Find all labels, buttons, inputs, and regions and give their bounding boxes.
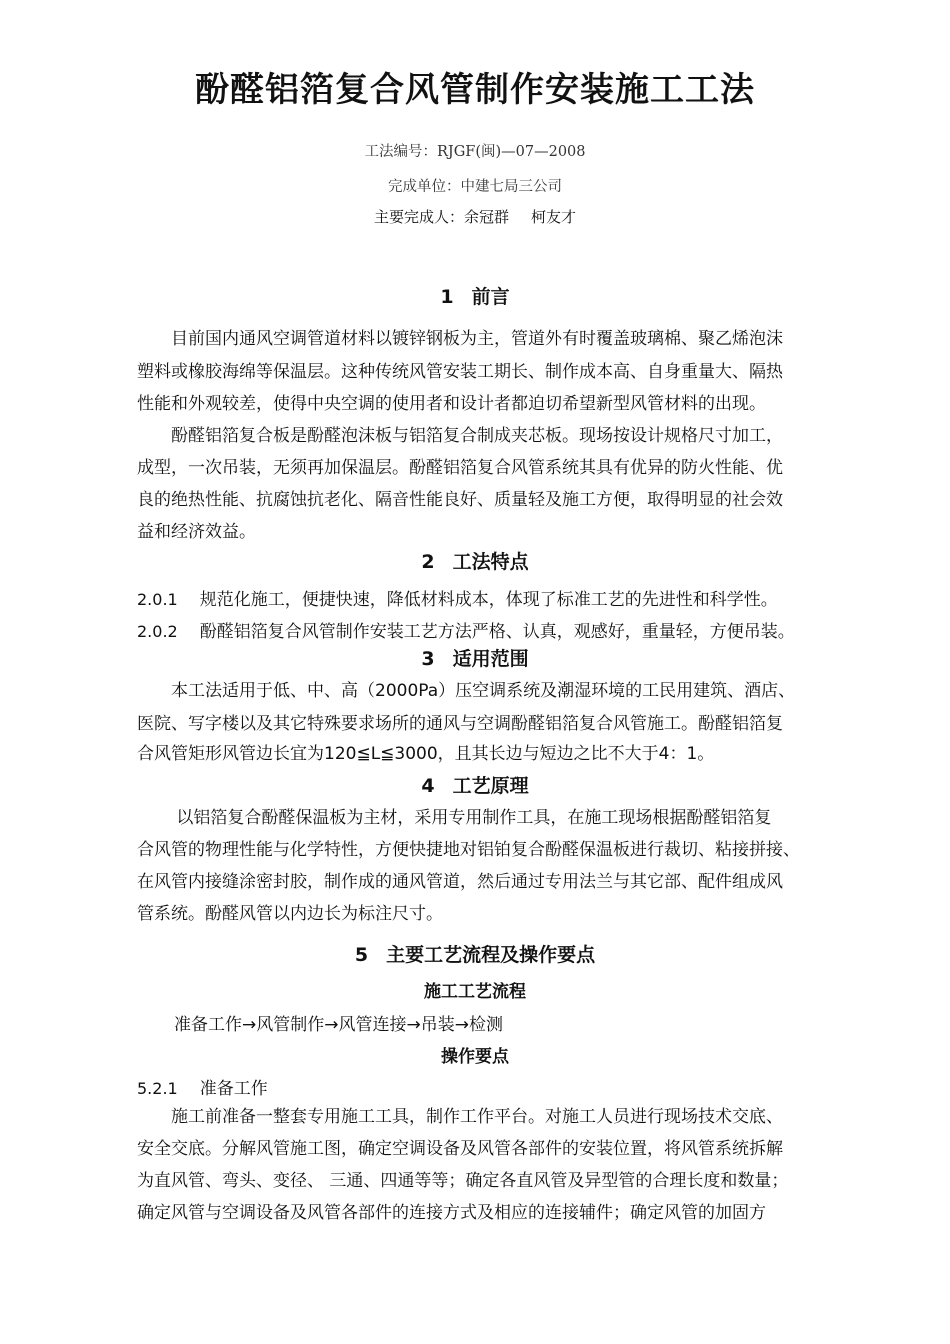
- section-number: 2: [421, 551, 435, 573]
- paragraph-line: 良的绝热性能、抗腐蚀抗老化、隔音性能良好、质量轻及施工方便，取得明显的社会效: [137, 490, 783, 510]
- section-number: 5: [354, 944, 369, 966]
- paragraph-line: 施工前准备一整套专用施工工具，制作工作平台。对施工人员进行现场技术交底、: [137, 1107, 783, 1127]
- author-2: 柯友才: [531, 208, 577, 226]
- clause-item: [137, 1074, 268, 1099]
- clause-item: [137, 585, 778, 610]
- section-number: 3: [421, 648, 435, 670]
- section-title: 适用范围: [452, 648, 529, 670]
- paragraph-line: 合风管矩形风管边长宜为120≦L≦3000，且其长边与短边之比不大于4：1。: [137, 744, 715, 764]
- clause-number: 2.0.2: [137, 622, 178, 641]
- completion-unit: 完成单位：中建七局三公司: [388, 179, 562, 195]
- paragraph-line: 目前国内通风空调管道材料以镀锌钢板为主，管道外有时覆盖玻璃棉、聚乙烯泡沫: [137, 329, 783, 349]
- clause-text: 酚醛铝箔复合风管制作安装工艺方法严格、认真，观感好，重量轻，方便吊装。: [199, 622, 795, 642]
- method-code: 工法编号：RJGF(闽)—07—2008: [364, 144, 586, 160]
- paragraph-line: 安全交底。分解风管施工图，确定空调设备及风管各部件的安装位置，将风管系统拆解: [137, 1139, 783, 1159]
- section-1-heading: [0, 282, 950, 309]
- document-title: 酚醛铝箔复合风管制作安装施工工法: [195, 70, 755, 110]
- clause-number: 2.0.1: [137, 590, 178, 609]
- paragraph-line: 本工法适用于低、中、高（2000Pa）压空调系统及潮湿环境的工民用建筑、酒店、: [137, 681, 796, 701]
- process-flow: 准备工作→风管制作→风管连接→吊装→检测: [174, 1015, 503, 1035]
- paragraph-line: 成型，一次吊装，无须再加保温层。酚醛铝箔复合风管系统其具有优异的防火性能、优: [137, 458, 783, 478]
- paragraph-line: 为直风管、弯头、变径、 三通、四通等等；确定各直风管及异型管的合理长度和数量；: [137, 1171, 789, 1191]
- clause-text: 规范化施工，便捷快速，降低材料成本，体现了标准工艺的先进性和科学性。: [199, 590, 778, 610]
- paragraph-line: 益和经济效益。: [137, 522, 256, 542]
- paragraph-line: 性能和外观较差，使得中央空调的使用者和设计者都迫切希望新型风管材料的出现。: [137, 394, 766, 414]
- section-5-heading: [0, 940, 950, 967]
- subheading-process-flow: 施工工艺流程: [424, 982, 526, 1002]
- paragraph-line: 医院、写字楼以及其它特殊要求场所的通风与空调酚醛铝箔复合风管施工。酚醛铝箔复: [137, 714, 783, 734]
- section-number: 1: [440, 286, 454, 308]
- paragraph-line: 确定风管与空调设备及风管各部件的连接方式及相应的连接辅件；确定风管的加固方: [137, 1203, 766, 1223]
- authors-label: 主要完成人：余冠群: [373, 208, 509, 226]
- section-title: 前言: [471, 286, 510, 308]
- paragraph-line: 合风管的物理性能与化学特性，方便快捷地对铝铂复合酚醛保温板进行裁切、粘接拼接、: [137, 840, 800, 860]
- paragraph-line: 管系统。酚醛风管以内边长为标注尺寸。: [137, 904, 443, 924]
- authors-line: [0, 206, 950, 227]
- section-number: 4: [421, 775, 435, 797]
- section-4-heading: [0, 771, 950, 798]
- paragraph-line: 塑料或橡胶海绵等保温层。这种传统风管安装工期长、制作成本高、自身重量大、隔热: [137, 362, 783, 382]
- section-2-heading: [0, 547, 950, 574]
- clause-text: 准备工作: [199, 1079, 268, 1099]
- subheading-key-points: 操作要点: [441, 1047, 509, 1067]
- clause-item: [137, 617, 795, 642]
- clause-number: 5.2.1: [137, 1079, 178, 1098]
- paragraph-line: 酚醛铝箔复合板是酚醛泡沫板与铝箔复合制成夹芯板。现场按设计规格尺寸加工，: [137, 426, 783, 446]
- section-title: 工法特点: [452, 551, 529, 573]
- section-3-heading: [0, 644, 950, 671]
- section-title: 工艺原理: [452, 775, 529, 797]
- section-title: 主要工艺流程及操作要点: [386, 944, 596, 966]
- paragraph-line: 以铝箔复合酚醛保温板为主材，采用专用制作工具，在施工现场根据酚醛铝箔复: [137, 808, 772, 828]
- paragraph-line: 在风管内接缝涂密封胶，制作成的通风管道，然后通过专用法兰与其它部、配件组成风: [137, 872, 783, 892]
